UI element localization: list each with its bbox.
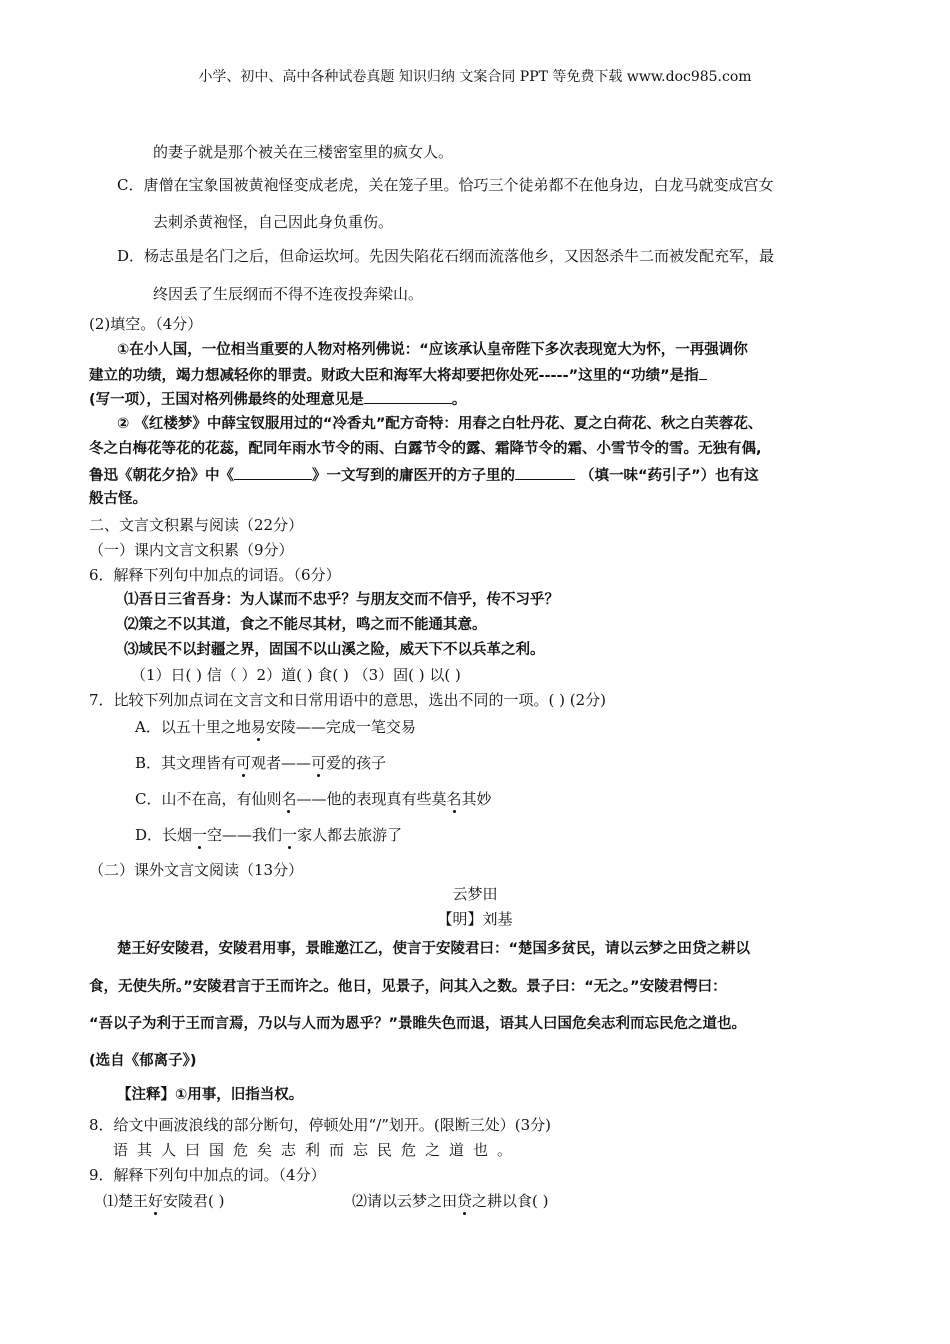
- q5-fill2-blank2[interactable]: [515, 464, 575, 480]
- section2-title: 二、文言文积累与阅读（22分）: [89, 516, 304, 534]
- q5-fill1-blank1[interactable]: [699, 364, 707, 380]
- q5-fill2-line3-mid: 》一文写到的庸医开的方子里的: [312, 468, 515, 484]
- q8-title: 8．给文中画波浪线的部分断句，停顿处用“/”划开。(限断三处）(3分): [89, 1116, 552, 1134]
- q5-fill1-blank2[interactable]: [364, 388, 452, 404]
- q5-option-b-tail: 的妻子就是那个被关在三楼密室里的疯女人。: [153, 143, 454, 161]
- q5-fill2-line3-end: （填一味“药引子”）也有这: [575, 468, 759, 484]
- q7-a-dot1: 易: [250, 718, 266, 736]
- q7-option-a[interactable]: [135, 717, 416, 737]
- q5-option-c-line1: C．唐僧在宝象国被黄袍怪变成老虎，关在笼子里。恰巧三个徒弟都不在他身边，白龙马就变成宫女: [117, 176, 774, 194]
- q7-a-dot2: 易: [400, 718, 416, 736]
- passage-line-3: “吾以子为利于王而言焉，乃以与人而为恩乎？”景睢失色而退，语其人曰国危矣志利而忘民危之道也。: [89, 1016, 747, 1032]
- q5-fill1-line3-text: (写一项），王国对格列佛最终的处理意见是: [89, 392, 364, 408]
- passage-line-2: 食，无使失所。”安陵君言于王而许之。他日，见景子，问其入之数。景子曰：“无之。”安陵君愕曰：: [89, 979, 727, 995]
- section2-part1-title: （一）课内文言文积累（9分）: [89, 541, 294, 559]
- q7-d-part3: 家人都去旅游了: [297, 826, 403, 844]
- q7-a-part1: A．以五十里之地: [135, 718, 251, 736]
- q9-2-dot: 贷: [457, 1192, 473, 1210]
- q5-fill1-line3: [89, 388, 466, 410]
- q7-option-b[interactable]: [135, 753, 386, 773]
- q5-fill2-line3: [89, 464, 759, 486]
- q5-option-d-line1: D．杨志虽是名门之后，但命运坎坷。先因失陷花石纲而流落他乡，又因怒杀牛二而被发配充军，最: [117, 247, 775, 265]
- q7-b-dot2: 可: [311, 754, 327, 772]
- q5-fill2-line4: 般古怪。: [89, 491, 147, 507]
- page-header: 小学、初中、高中各种试卷真题 知识归纳 文案合同 PPT 等免费下载 www.doc985.com: [198, 69, 752, 85]
- q9-2-part2: 之耕以食( ): [472, 1192, 549, 1210]
- q8-sentence[interactable]: 语其人曰国危矣志利而忘民危之道也。: [113, 1141, 522, 1159]
- q6-sentence-2: ⑵策之不以其道，食之不能尽其材，鸣之而不能通其意。: [124, 617, 487, 633]
- q7-c-part3: 其妙: [461, 790, 492, 808]
- q5-fill2-line1: ② 《红楼梦》中薛宝钗服用过的“冷香丸”配方奇特：用春之白牡丹花、夏之白荷花、秋之白芙蓉花、: [117, 416, 763, 432]
- q5-fill1-line1: ①在小人国，一位相当重要的人物对格列佛说：“应该承认皇帝陛下多次表现宽大为怀，一再强调你: [117, 342, 748, 358]
- q5-fill1-line2: [89, 364, 707, 386]
- q6-title: 6．解释下列句中加点的词语。（6分）: [89, 566, 341, 584]
- q5-fill1-line3-end: 。: [451, 392, 467, 408]
- passage-note: 【注释】①用事，旧指当权。: [117, 1087, 304, 1103]
- q5-option-c-line2: 去刺杀黄袍怪，自己因此身负重伤。: [153, 213, 394, 231]
- q9-item-1[interactable]: [103, 1191, 225, 1211]
- q6-sentence-1: ⑴吾日三省吾身：为人谋而不忠乎？与朋友交而不信乎，传不习乎？: [124, 592, 559, 608]
- q7-c-dot2: 名: [446, 790, 462, 808]
- q9-title: 9．解释下列句中加点的词。（4分）: [89, 1166, 326, 1184]
- q7-c-part1: C．山不在高，有仙则: [135, 790, 282, 808]
- q7-option-c[interactable]: [135, 789, 492, 809]
- passage-source: (选自《郁离子》): [89, 1053, 197, 1069]
- q5-fill1-line2-text: 建立的功绩，竭力想减轻你的罪责。财政大臣和海军大将却要把你处死-----”这里的“功绩”是指: [89, 368, 699, 384]
- q9-1-part2: 安陵君( ): [163, 1192, 225, 1210]
- q5-fill-title: (2)填空。（4分）: [89, 315, 203, 333]
- q6-answer-blanks[interactable]: （1）日( ) 信（ ）2）道( ) 食( ) （3）固( ) 以( ): [131, 666, 461, 684]
- q7-c-dot1: 名: [281, 790, 297, 808]
- q7-a-part2: 安陵——完成一笔交: [265, 718, 401, 736]
- section2-part2-title: （二）课外文言文阅读（13分）: [89, 861, 304, 879]
- q7-d-dot1: 一: [192, 826, 208, 844]
- q9-2-part1: ⑵请以云梦之田: [352, 1192, 458, 1210]
- q5-option-d-line2: 终因丢了生辰纲而不得不连夜投奔梁山。: [153, 285, 424, 303]
- q9-1-part1: ⑴楚王: [103, 1192, 149, 1210]
- q7-b-part3: 爱的孩子: [326, 754, 387, 772]
- q9-item-2[interactable]: [352, 1191, 549, 1211]
- q9-1-dot: 好: [148, 1192, 164, 1210]
- q7-b-part2: 观者——: [251, 754, 312, 772]
- q7-d-part2: 空——我们: [207, 826, 283, 844]
- q7-b-dot1: 可: [236, 754, 252, 772]
- q5-fill2-line3-start: 鲁迅《朝花夕拾》中《: [89, 468, 234, 484]
- q7-title: 7．比较下列加点词在文言文和日常用语中的意思，选出不同的一项。( ) (2分): [89, 691, 607, 709]
- passage-title: 云梦田: [452, 885, 498, 903]
- q7-d-part1: D．长烟: [135, 826, 193, 844]
- passage-line-1: 楚王好安陵君，安陵君用事，景睢邀江乙，使言于安陵君曰：“楚国多贫民，请以云梦之田贷之耕以: [117, 941, 751, 957]
- q7-option-d[interactable]: [135, 825, 402, 845]
- passage-author: 【明】刘基: [437, 910, 513, 928]
- q6-sentence-3: ⑶域民不以封疆之界，固国不以山溪之险，威天下不以兵革之利。: [124, 642, 545, 658]
- q5-fill2-blank1[interactable]: [234, 464, 312, 480]
- q7-b-part1: B．其文理皆有: [135, 754, 237, 772]
- q5-fill2-line2: 冬之白梅花等花的花蕊，配同年雨水节令的雨、白露节令的露、霜降节令的霜、小雪节令的雪。无独有偶,: [89, 441, 762, 457]
- q7-c-part2: ——他的表现真有些莫: [296, 790, 447, 808]
- q7-d-dot2: 一: [282, 826, 298, 844]
